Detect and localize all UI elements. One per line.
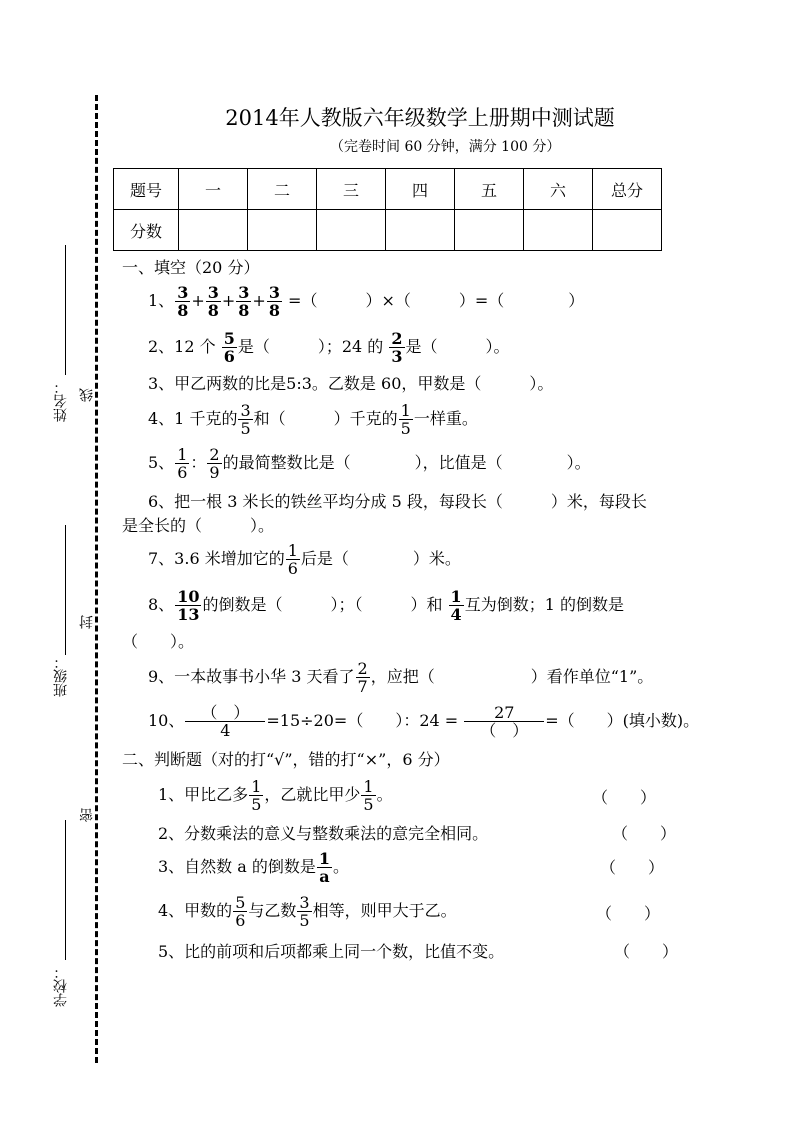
q7-frac-den: 6: [287, 559, 298, 578]
question-6-line2: 是全长的（ ）。: [122, 516, 275, 535]
question-5: [148, 446, 591, 481]
score-cell-2[interactable]: [248, 210, 317, 251]
q1-frac-c-den: 8: [238, 301, 250, 320]
j3-pre: 3、自然数 a 的倒数是: [158, 857, 316, 876]
q2-mid: 是（ ）；24 的: [237, 337, 389, 356]
q2-tail: 是（ ）。: [405, 337, 510, 356]
j4-frac-2-num: 3: [299, 893, 310, 912]
q9-pre: 9、一本故事书小华 3 天看了: [148, 667, 355, 686]
j1-pre: 1、甲比乙多: [158, 785, 249, 804]
q4-frac-2-den: 5: [400, 419, 411, 438]
q10-frac-1: [185, 704, 265, 739]
q8-frac-1-den: 13: [177, 605, 200, 624]
cell-2: 二: [248, 169, 317, 210]
q1-frac-a: [175, 284, 190, 319]
judge-4-answer[interactable]: （ ）: [596, 904, 661, 923]
question-2: [148, 330, 510, 365]
question-10: [148, 704, 699, 739]
question-7: [148, 542, 461, 577]
q4-frac-2: [399, 402, 413, 437]
q1-frac-d-num: 3: [268, 283, 280, 302]
q7-frac-num: 1: [287, 541, 298, 560]
q8-frac-2-num: 1: [450, 587, 462, 606]
j4-frac-1-den: 6: [235, 911, 246, 930]
j4-pre: 4、甲数的: [158, 901, 233, 920]
cell-3: 三: [317, 169, 386, 210]
score-table: [113, 168, 662, 251]
q4-frac-1: [238, 402, 252, 437]
j1-frac-1-num: 1: [251, 777, 262, 796]
cell-4: 四: [386, 169, 455, 210]
j3-tail: 。: [333, 857, 350, 876]
judge-5: 5、比的前项和后项都乘上同一个数，比值不变。: [158, 942, 505, 961]
q5-frac-1: [175, 446, 189, 481]
q10-frac-1-num: （ ）: [185, 704, 265, 722]
feng-mark: 封: [79, 615, 95, 629]
j1-tail: 。: [376, 785, 393, 804]
q8-pre: 8、: [148, 595, 175, 614]
j4-frac-2-den: 5: [299, 911, 310, 930]
q10-tail: =（ ）(填小数)。: [545, 711, 700, 730]
cell-tihao: 题号: [114, 169, 179, 210]
judge-1: [158, 778, 393, 813]
section2-heading: 二、判断题（对的打“√”，错的打“×”，6 分）: [122, 750, 450, 769]
mi-mark: 密: [79, 808, 95, 822]
q5-tail: 的最简整数比是（ ），比值是（ ）。: [222, 453, 591, 472]
q10-frac-2-den: （ ）: [480, 721, 529, 740]
q4-pre: 4、1 千克的: [148, 409, 238, 428]
question-1: [148, 284, 584, 319]
q5-colon: ：: [190, 453, 207, 472]
score-cell-6[interactable]: [524, 210, 593, 251]
q10-frac-2: [464, 704, 544, 739]
q1-plus-2: +: [221, 291, 236, 310]
judge-1-answer[interactable]: （ ）: [592, 788, 657, 807]
q4-frac-2-num: 1: [400, 401, 411, 420]
q4-frac-1-den: 5: [240, 419, 251, 438]
q1-plus-1: +: [191, 291, 205, 310]
q8-mid: 的倒数是（ ）；（ ）和: [202, 595, 448, 614]
q1-frac-b-den: 8: [207, 301, 219, 320]
score-table-score-row: [114, 210, 662, 251]
name-blank[interactable]: [65, 245, 66, 375]
q2-frac-1: [222, 330, 237, 365]
q1-plus-3: +: [252, 291, 266, 310]
cell-fenshu: 分数: [114, 210, 179, 251]
judge-4: [158, 894, 457, 929]
q8-tail: 互为倒数；1 的倒数是: [464, 595, 624, 614]
score-table-header-row: [114, 169, 662, 210]
q2-frac-1-num: 5: [223, 329, 235, 348]
page-title: 2014年人教版六年级数学上册期中测试题: [225, 106, 615, 130]
q5-frac-2: [207, 446, 221, 481]
score-cell-4[interactable]: [386, 210, 455, 251]
score-cell-1[interactable]: [179, 210, 248, 251]
score-cell-5[interactable]: [455, 210, 524, 251]
q5-frac-2-num: 2: [209, 445, 220, 464]
class-blank[interactable]: [65, 525, 66, 655]
j3-frac: [317, 850, 332, 885]
j1-frac-1-den: 5: [251, 795, 262, 814]
q9-frac: [356, 660, 370, 695]
q8-frac-2: [449, 588, 464, 623]
q9-frac-den: 7: [357, 677, 368, 696]
q1-frac-d: [267, 284, 282, 319]
question-9: [148, 660, 653, 695]
q10-pre: 10、: [148, 711, 185, 730]
cell-6: 六: [524, 169, 593, 210]
score-cell-3[interactable]: [317, 210, 386, 251]
cell-1: 一: [179, 169, 248, 210]
judge-2: 2、分数乘法的意义与整数乘法的意完全相同。: [158, 824, 489, 843]
q1-frac-c-num: 3: [238, 283, 250, 302]
q1-num: 1、: [148, 291, 175, 310]
j4-mid: 与乙数: [248, 901, 297, 920]
q7-pre: 7、3.6 米增加它的: [148, 549, 285, 568]
q1-frac-b-num: 3: [207, 283, 219, 302]
q2-frac-1-den: 6: [223, 347, 235, 366]
q1-frac-a-den: 8: [177, 301, 189, 320]
q5-frac-1-den: 6: [177, 463, 188, 482]
j3-frac-den: a: [319, 867, 330, 886]
xian-mark: 线: [79, 388, 95, 402]
q7-tail: 后是（ ）米。: [300, 549, 461, 568]
q1-tail: =（ ）×（ ）=（ ）: [282, 291, 585, 310]
q4-frac-1-num: 3: [240, 401, 251, 420]
cell-5: 五: [455, 169, 524, 210]
q10-frac-1-den: 4: [220, 721, 231, 740]
q1-frac-c: [236, 284, 251, 319]
q2-frac-2: [389, 330, 404, 365]
q1-frac-a-num: 3: [177, 283, 189, 302]
name-label: 姓名：: [53, 380, 69, 422]
class-label: 班级：: [53, 655, 69, 697]
judge-5-answer[interactable]: （ ）: [614, 942, 679, 961]
j1-mid: ，乙就比甲少: [264, 785, 361, 804]
question-4: [148, 402, 478, 437]
j4-tail: 相等，则甲大于乙。: [312, 901, 457, 920]
q9-frac-num: 2: [357, 659, 368, 678]
q8-frac-1-num: 10: [177, 587, 200, 606]
j1-frac-2: [361, 778, 375, 813]
section1-heading: 一、填空（20 分）: [122, 258, 260, 277]
question-6-line1: 6、把一根 3 米长的铁丝平均分成 5 段，每段长（ ）米，每段长: [148, 492, 647, 511]
cell-total: 总分: [593, 169, 662, 210]
q10-mid: =15÷20=（ ）：24 =: [266, 711, 464, 730]
q10-frac-2-num: 27: [464, 704, 544, 722]
j4-frac-1: [233, 894, 247, 929]
binding-dashed-line: [95, 95, 98, 1063]
q2-frac-2-num: 2: [391, 329, 403, 348]
q4-mid: 和（ ）千克的: [253, 409, 398, 428]
page-subtitle: （完卷时间 60 分钟，满分 100 分）: [330, 139, 561, 155]
j3-frac-num: 1: [318, 849, 331, 868]
q2-frac-2-den: 3: [391, 347, 403, 366]
j1-frac-2-num: 1: [363, 777, 374, 796]
j4-frac-2: [297, 894, 311, 929]
judge-3: [158, 850, 349, 885]
q9-tail: ，应把（ ）看作单位“1”。: [370, 667, 654, 686]
q7-frac: [286, 542, 300, 577]
score-cell-total[interactable]: [593, 210, 662, 251]
question-3: 3、甲乙两数的比是5:3。乙数是 60，甲数是（ ）。: [148, 374, 554, 393]
q5-frac-2-den: 9: [209, 463, 220, 482]
j1-frac-2-den: 5: [363, 795, 374, 814]
school-blank[interactable]: [65, 820, 66, 960]
q5-frac-1-num: 1: [177, 445, 188, 464]
j1-frac-1: [249, 778, 263, 813]
q4-tail: 一样重。: [413, 409, 478, 428]
judge-3-answer[interactable]: （ ）: [600, 858, 665, 877]
q1-frac-b: [206, 284, 221, 319]
q8-frac-2-den: 4: [450, 605, 462, 624]
school-label: 学校：: [53, 965, 69, 1007]
question-8-line2: （ ）。: [122, 632, 195, 651]
q5-pre: 5、: [148, 453, 175, 472]
q1-frac-d-den: 8: [268, 301, 280, 320]
judge-2-answer[interactable]: （ ）: [612, 824, 677, 843]
question-8: [148, 588, 624, 623]
q2-pre: 2、12 个: [148, 337, 221, 356]
q8-frac-1: [175, 588, 201, 623]
j4-frac-1-num: 5: [235, 893, 246, 912]
